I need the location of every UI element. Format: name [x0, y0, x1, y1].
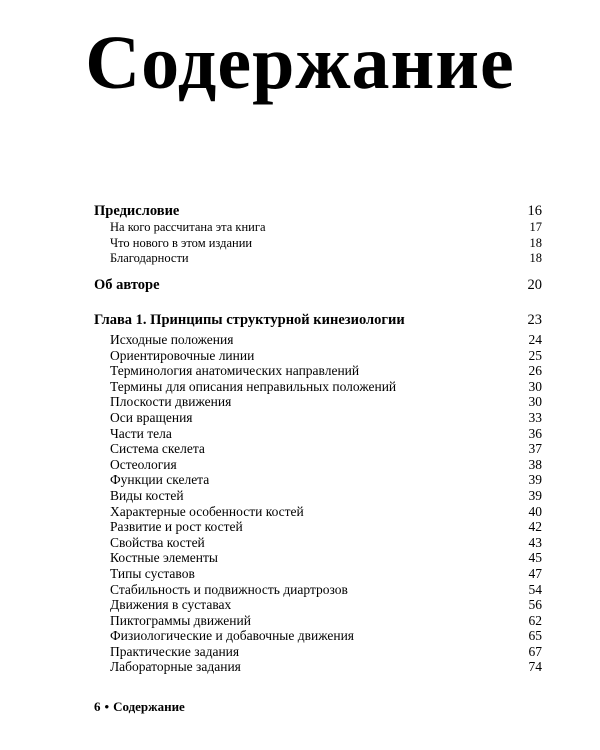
toc-section-heading[interactable]	[94, 311, 542, 329]
toc-page-number: 24	[528, 332, 542, 347]
toc-entry-label: Характерные особенности костей	[110, 503, 304, 519]
toc-page-number: 20	[527, 277, 542, 293]
toc-page-number: 25	[528, 347, 542, 363]
toc-entry[interactable]	[94, 535, 542, 551]
toc-entry-label: Исходные положения	[110, 332, 234, 347]
toc-entry[interactable]	[94, 659, 542, 675]
toc-entry-label: Благодарности	[110, 251, 189, 266]
toc-page-number: 45	[528, 550, 542, 566]
toc-section-author	[94, 276, 542, 294]
toc-entry[interactable]	[94, 597, 542, 613]
page-title: Содержание	[85, 21, 515, 105]
toc-entry[interactable]	[94, 379, 542, 395]
toc-entry-label: Костные элементы	[110, 550, 218, 566]
toc-page-number: 30	[528, 378, 542, 394]
toc-entry-label: Стабильность и подвижность диартрозов	[110, 581, 348, 597]
toc-page-number: 47	[528, 565, 542, 581]
toc-page-number: 43	[528, 534, 542, 550]
toc-page-number: 42	[528, 519, 542, 535]
toc-entry-label: Свойства костей	[110, 534, 205, 550]
toc-page-number: 39	[528, 487, 542, 503]
toc-entry[interactable]	[94, 613, 542, 629]
toc-entry[interactable]	[94, 582, 542, 598]
toc-section-label: Глава 1. Принципы структурной кинезиологии	[94, 312, 405, 328]
toc-entry[interactable]	[94, 441, 542, 457]
toc-entry-label: Части тела	[110, 425, 172, 441]
toc-entry-label: Развитие и рост костей	[110, 519, 243, 535]
toc-section-preface	[94, 202, 542, 267]
toc-page-number: 36	[528, 425, 542, 441]
toc-entry[interactable]	[94, 220, 542, 236]
toc-entry-label: Пиктограммы движений	[110, 612, 251, 628]
toc-page-number: 39	[528, 472, 542, 488]
toc-section-label: Предисловие	[94, 203, 180, 219]
toc-entry-label: Система скелета	[110, 441, 205, 457]
toc-page-number: 56	[528, 597, 542, 613]
toc-page-number: 23	[527, 312, 542, 328]
toc-entry-label: Типы суставов	[110, 565, 195, 581]
toc-entry[interactable]	[94, 472, 542, 488]
footer-label: Содержание	[113, 699, 185, 714]
toc-entry[interactable]	[94, 488, 542, 504]
toc-section-chapter-1	[94, 311, 542, 675]
page-footer	[94, 699, 185, 715]
toc-entry-label: Что нового в этом издании	[110, 235, 253, 250]
toc-page-number: 62	[528, 612, 542, 628]
toc-entry[interactable]	[94, 644, 542, 660]
footer-bullet: •	[104, 699, 110, 714]
toc-section-heading[interactable]	[94, 276, 542, 294]
toc-entry[interactable]	[94, 348, 542, 364]
toc-entry-label: На кого рассчитана эта книга	[110, 220, 266, 234]
toc-entry-label: Движения в суставах	[110, 597, 232, 613]
toc-entry[interactable]	[94, 550, 542, 566]
toc-page-number: 16	[527, 203, 542, 219]
toc-entry-label: Ориентировочные линии	[110, 347, 255, 363]
toc-page-number: 37	[528, 441, 542, 457]
toc-entry[interactable]	[94, 394, 542, 410]
toc-entry[interactable]	[94, 457, 542, 473]
toc-entry[interactable]	[94, 504, 542, 520]
toc-entry[interactable]	[94, 628, 542, 644]
toc-entry-label: Термины для описания неправильных положений	[110, 378, 397, 394]
toc-entry[interactable]	[94, 251, 542, 267]
toc-page-number: 54	[528, 581, 542, 597]
toc-entry-label: Плоскости движения	[110, 394, 232, 410]
toc-entry-label: Практические задания	[110, 643, 240, 659]
toc-page-number: 65	[528, 628, 542, 644]
toc-page-number: 26	[528, 363, 542, 379]
toc-entry-label: Терминология анатомических направлений	[110, 363, 360, 379]
toc-page-number: 67	[528, 643, 542, 659]
toc-entry-label: Оси вращения	[110, 409, 193, 425]
toc-entry[interactable]	[94, 236, 542, 252]
toc-page-number: 38	[528, 456, 542, 472]
toc-page-number: 74	[528, 659, 542, 675]
toc-entry-label: Функции скелета	[110, 472, 210, 488]
toc-page-number: 17	[529, 220, 542, 234]
toc-section-heading[interactable]	[94, 202, 542, 220]
toc-entry[interactable]	[94, 363, 542, 379]
toc-entry[interactable]	[94, 332, 542, 348]
toc-entry[interactable]	[94, 519, 542, 535]
toc-entry[interactable]	[94, 566, 542, 582]
toc-section-label: Об авторе	[94, 277, 160, 293]
toc-page-number: 40	[528, 503, 542, 519]
toc-entry-label: Физиологические и добавочные движения	[110, 628, 355, 644]
toc-page-number: 30	[528, 394, 542, 410]
toc-entry-label: Лабораторные задания	[110, 659, 241, 675]
toc-page-number: 18	[529, 235, 542, 250]
toc-entry[interactable]	[94, 410, 542, 426]
toc-page-number: 18	[529, 251, 542, 266]
footer-page-number: 6	[94, 699, 101, 714]
toc-entry-label: Виды костей	[110, 487, 184, 503]
toc-entry-label: Остеология	[110, 456, 177, 472]
toc-entry[interactable]	[94, 426, 542, 442]
toc-page-number: 33	[528, 409, 542, 425]
